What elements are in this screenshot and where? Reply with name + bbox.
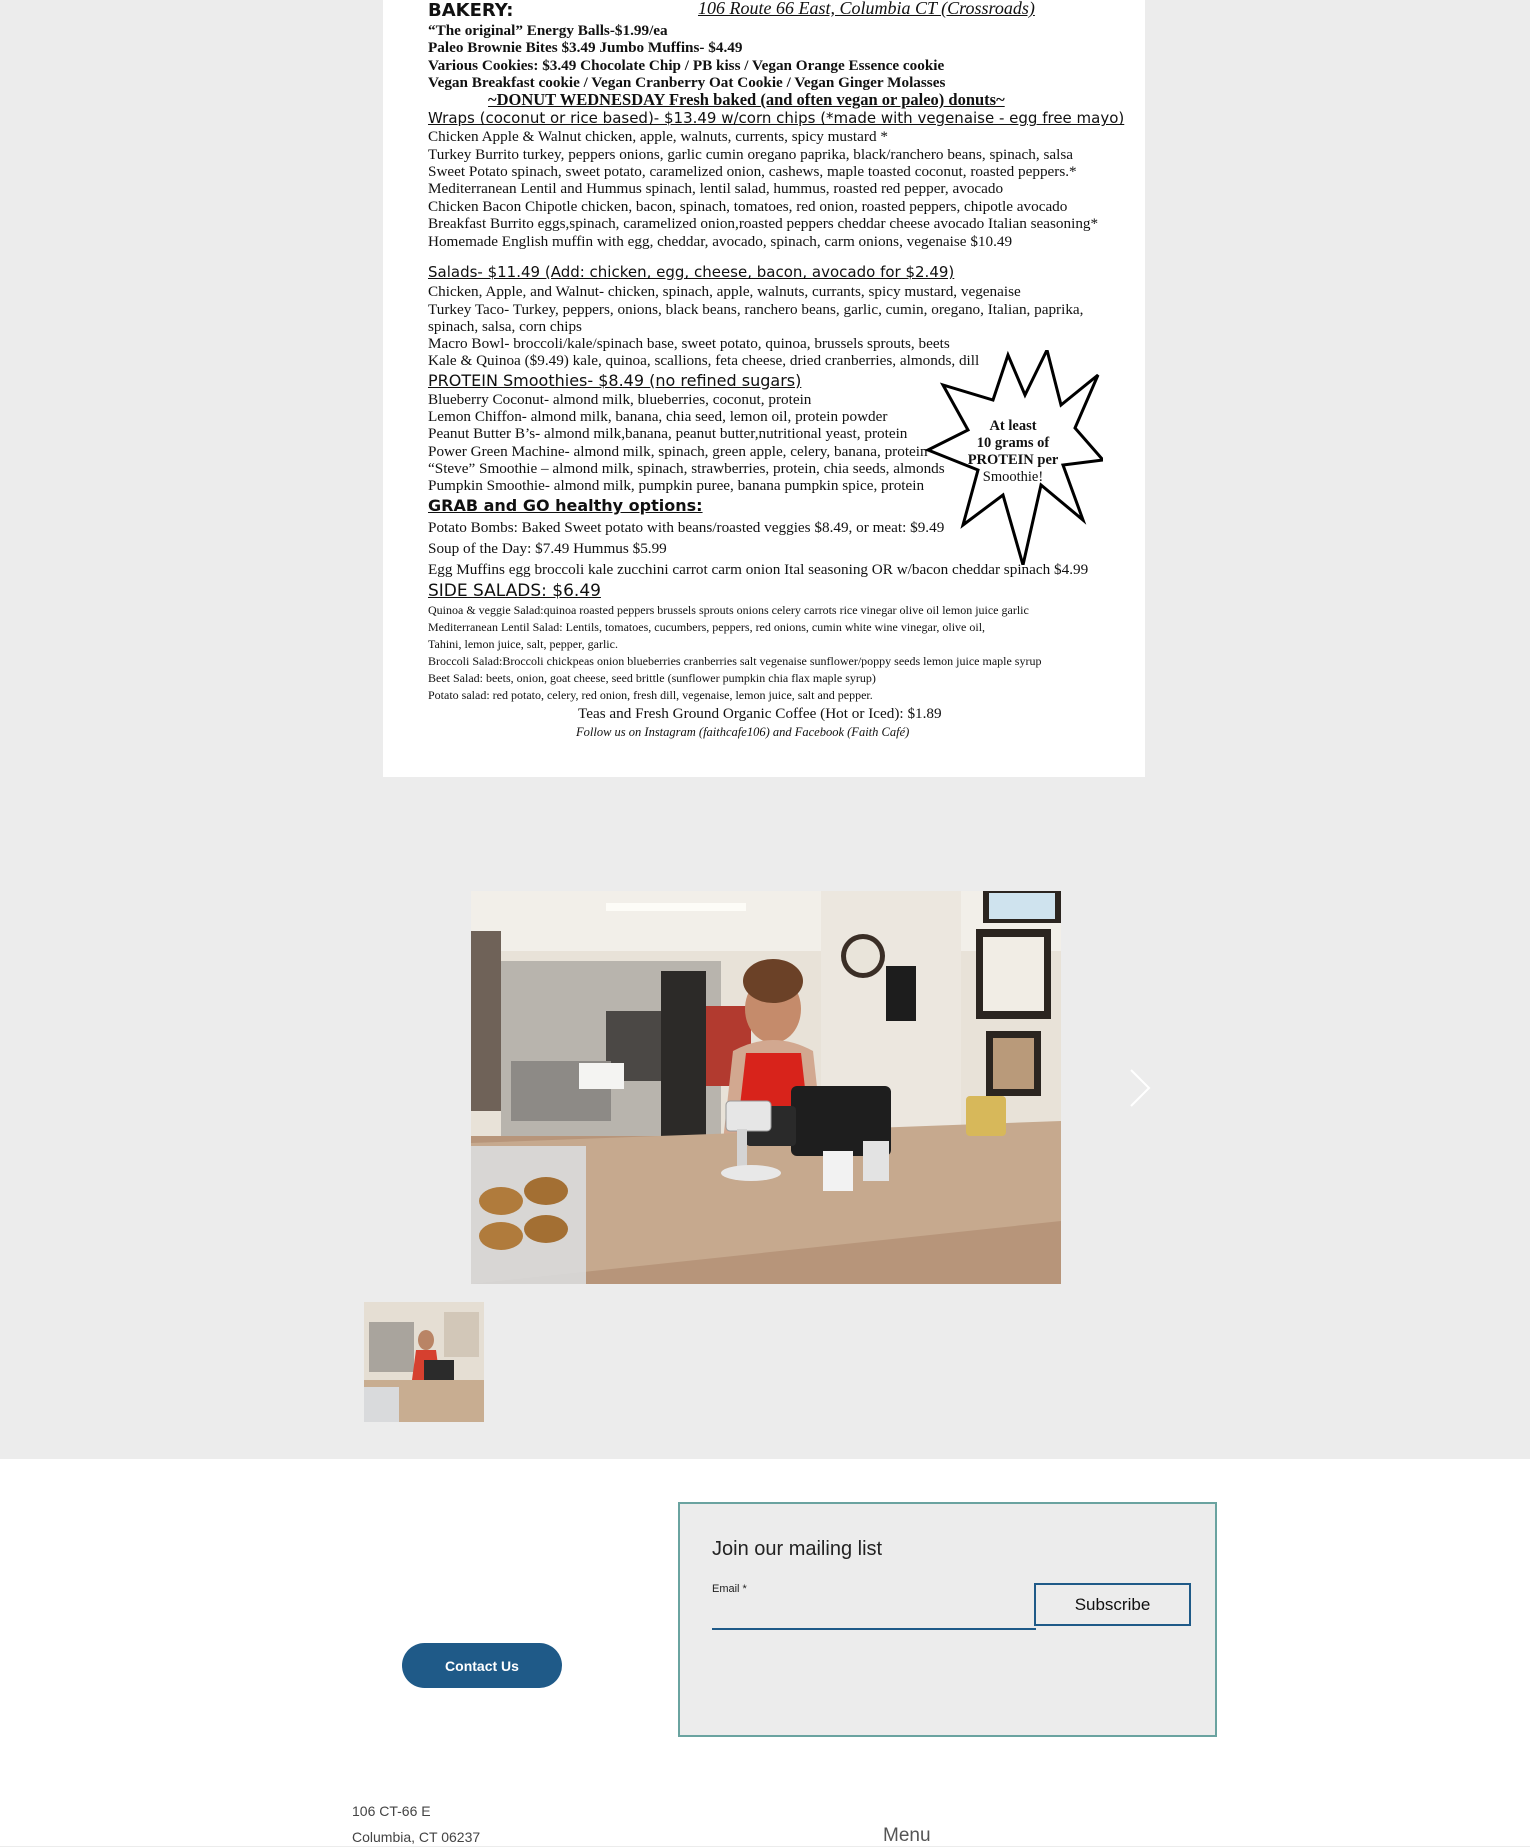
bakery-line: Paleo Brownie Bites $3.49 Jumbo Muffins- $4.49 [428, 39, 743, 57]
smoothie-item: Lemon Chiffon- almond milk, banana, chia seed, lemon oil, protein powder [428, 408, 888, 426]
wrap-item: Mediterranean Lentil and Hummus spinach, lentil salad, hummus, roasted red pepper, avocado [428, 180, 1004, 198]
side-item: Tahini, lemon juice, salt, pepper, garlic. [428, 636, 618, 651]
gallery-main-photo[interactable] [471, 891, 1061, 1284]
side-item: Potato salad: red potato, celery, red onion, fresh dill, vegenaise, lemon juice, salt and pepper. [428, 687, 873, 702]
mailing-list-title: Join our mailing list [712, 1538, 883, 1560]
wrap-item: Chicken Apple & Walnut chicken, apple, walnuts, currents, spicy mustard * [428, 128, 888, 146]
smoothie-item: Peanut Butter B’s- almond milk,banana, peanut butter,nutritional yeast, protein [428, 425, 908, 443]
thumbnail-photo [364, 1302, 484, 1422]
smoothie-item: “Steve” Smoothie – almond milk, spinach, strawberries, protein, chia seeds, almonds [428, 459, 945, 477]
follow-line: Follow us on Instagram (faithcafe106) and Facebook (Faith Café) [576, 724, 910, 739]
bakery-line: “The original” Energy Balls-$1.99/ea [428, 22, 668, 39]
subscribe-button[interactable]: Subscribe [1034, 1583, 1191, 1626]
salad-item: Macro Bowl- broccoli/kale/spinach base, sweet potato, quinoa, brussels sprouts, beets [428, 335, 950, 353]
address-heading: 106 Route 66 East, Columbia CT (Crossroads) [698, 0, 1035, 18]
side-item: Beet Salad: beets, onion, goat cheese, seed brittle (sunflower pumpkin chia flax maple syrup) [428, 670, 876, 685]
gallery-thumbnail[interactable] [364, 1302, 484, 1422]
contact-us-button[interactable]: Contact Us [402, 1643, 562, 1688]
salad-item: Turkey Taco- Turkey, peppers, onions, black beans, ranchero beans, garlic, cumin, oregano, Italian, paprika, [428, 300, 1084, 318]
bakery-line: Various Cookies: $3.49 Chocolate Chip / PB kiss / Vegan Orange Essence cookie [428, 56, 945, 74]
bakery-line: Vegan Breakfast cookie / Vegan Cranberry Oat Cookie / Vegan Ginger Molasses [428, 73, 946, 91]
smoothie-item: Power Green Machine- almond milk, spinach, green apple, celery, banana, protein [428, 442, 928, 460]
salad-item: Chicken, Apple, and Walnut- chicken, spinach, apple, walnuts, currants, spicy mustard, vegenaise [428, 283, 1021, 301]
cafe-counter-photo [471, 891, 1061, 1284]
email-label: Email * [712, 1583, 747, 1595]
smoothie-item: Pumpkin Smoothie- almond milk, pumpkin puree, banana pumpkin spice, protein [428, 477, 925, 495]
wrap-item: Chicken Bacon Chipotle chicken, bacon, spinach, tomatoes, red onion, roasted peppers, chipotle avocado [428, 197, 1068, 215]
next-arrow-icon[interactable] [1128, 1068, 1152, 1108]
wrap-item: Sweet Potato spinach, sweet potato, caramelized onion, cashews, maple toasted coconut, roasted peppers.* [428, 163, 1077, 181]
side-salads-header: SIDE SALADS: $6.49 [428, 580, 601, 601]
salads-header: Salads- $11.49 (Add: chicken, egg, cheese, bacon, avocado for $2.49) [428, 263, 955, 282]
protein-star-text: At least 10 grams of PROTEIN per Smoothie! [967, 418, 1059, 485]
address-line-1: 106 CT-66 E [352, 1803, 431, 1819]
smoothie-item: Blueberry Coconut- almond milk, blueberries, coconut, protein [428, 390, 812, 408]
grab-item: Soup of the Day: $7.49 Hummus $5.99 [428, 539, 667, 557]
side-item: Quinoa & veggie Salad:quinoa roasted peppers brussels sprouts onions celery carrots rice vinegar olive oil lemon juice garlic [428, 602, 1029, 617]
menu-link[interactable]: Menu [883, 1825, 931, 1846]
email-field[interactable] [712, 1596, 1036, 1630]
menu-image [383, 0, 1145, 777]
bakery-title: BAKERY: [428, 0, 514, 21]
donut-wednesday: ~DONUT WEDNESDAY Fresh baked (and often vegan or paleo) donuts~ [488, 90, 1005, 110]
grab-header: GRAB and GO healthy options: [428, 495, 703, 515]
wrap-item: Turkey Burrito turkey, peppers onions, garlic cumin oregano paprika, black/ranchero beans, spinach, salsa [428, 145, 1074, 163]
wraps-header: Wraps (coconut or rice based)- $13.49 w/corn chips (*made with vegenaise - egg free mayo) [428, 109, 1125, 128]
salad-item: Kale & Quinoa ($9.49) kale, quinoa, scallions, feta cheese, dried cranberries, almonds, dill [428, 352, 980, 370]
wrap-item: Homemade English muffin with egg, cheddar, avocado, spinach, carm onions, vegenaise $10.49 [428, 233, 1013, 251]
address-line-2: Columbia, CT 06237 [352, 1829, 481, 1845]
mailing-list-form [678, 1502, 1217, 1737]
side-item: Mediterranean Lentil Salad: Lentils, tomatoes, cucumbers, peppers, red onions, cumin white wine vinegar, olive oil, [428, 619, 986, 634]
grab-item: Potato Bombs: Baked Sweet potato with beans/roasted veggies $8.49, or meat: $9.49 [428, 518, 945, 536]
grab-item: Egg Muffins egg broccoli kale zucchini carrot carm onion Ital seasoning OR w/bacon cheddar spinach $4.99 [428, 560, 1089, 578]
coffee-line: Teas and Fresh Ground Organic Coffee (Hot or Iced): $1.89 [578, 704, 942, 722]
protein-header: PROTEIN Smoothies- $8.49 (no refined sugars) [428, 370, 802, 390]
side-item: Broccoli Salad:Broccoli chickpeas onion blueberries cranberries salt vegenaise sunflower/poppy seeds lemon juice maple syrup [428, 653, 1042, 668]
wrap-item: Breakfast Burrito eggs,spinach, caramelized onion,roasted peppers cheddar cheese avocado Italian seasoning* [428, 214, 1099, 232]
salad-item: spinach, salsa, corn chips [428, 317, 582, 335]
